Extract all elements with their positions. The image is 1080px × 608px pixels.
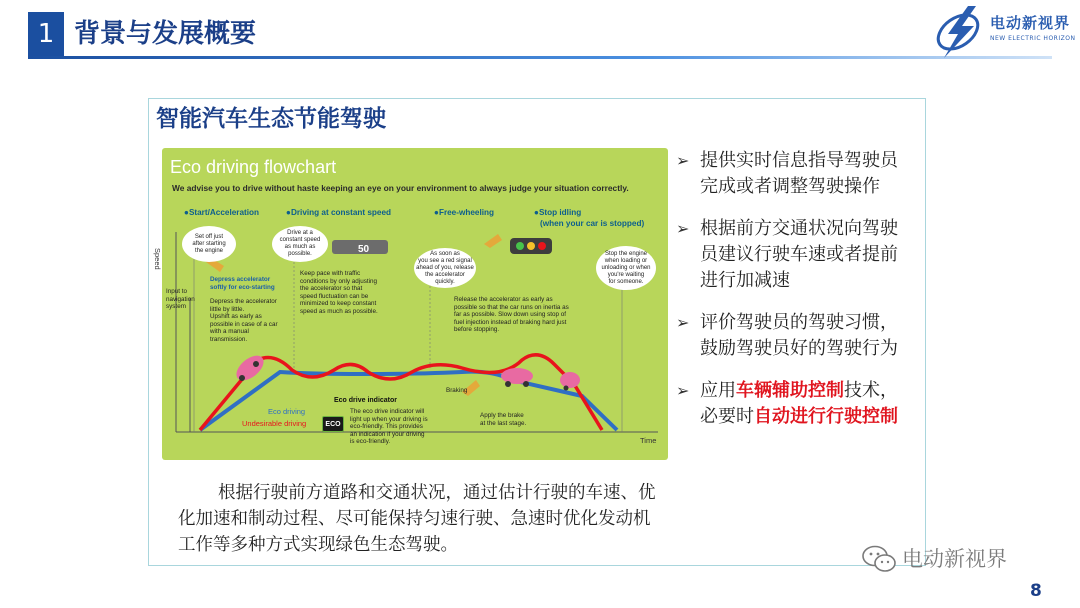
page-number: 8 [1030,581,1042,601]
caption-text: 根据行驶前方道路和交通状况，通过估计行驶的车速、优化加速和制动过程、尽可能保持匀速行驶、急速时优化发动机工作等多种方式实现绿色生态驾驶。 [178,483,656,555]
eco-driving-flowchart [153,148,668,460]
section-title: 背景与发展概要 [74,19,257,49]
bullet-item [676,148,906,200]
legend-freewheel: ●Free-wheeling [434,208,494,217]
legend-eco-driving: Eco driving [268,407,306,416]
bubble-set-off: Set off just after starting the engine [182,226,236,262]
logo-name: 电动新视界 [990,14,1071,32]
time-axis-label: Time [640,436,657,445]
watermark [862,544,1007,574]
release-text: Release the accelerator as early as possible so that the car runs on inertia as far as possible. Slow down using stop of fuel injection instead of braking hard just before stopping. [454,296,569,333]
arrow-bullet-icon: ➢ [676,219,690,238]
content-title: 智能汽车生态节能驾驶 [156,106,386,132]
arrow-bullet-icon: ➢ [676,313,690,332]
bullet-list [676,148,906,446]
bullet-item [676,216,906,294]
legend-stop-note: (when your car is stopped) [540,219,645,228]
bullet-text: 评价驾驶员的驾驶习惯，鼓励驾驶员好的驾驶行为 [700,312,898,359]
highlight-text: 车辆辅助控制 [736,380,844,401]
legend-constant: ●Driving at constant speed [286,208,392,217]
eco-indicator-badge: ECO [322,416,344,432]
wechat-icon [862,545,896,573]
bubble-constant-speed: Drive at a constant speed as much as possible. [272,226,328,262]
input-navigation-note: Input to navigation system [166,288,195,310]
car-icon [501,368,533,387]
bullet-text: 提供实时信息指导驾驶员完成或者调整驾驶操作 [700,150,898,197]
bullet-item [676,310,906,362]
figure-title: Eco driving flowchart [170,157,337,177]
watermark-text: 电动新视界 [902,547,1007,571]
figure-subtitle: We advise you to drive without haste keeping an eye on your environment to always judge your situation correctly. [172,183,629,193]
eco-indicator-title: Eco drive indicator [334,397,398,404]
legend-stop-idling: ●Stop idling [534,208,582,217]
car-icon [232,351,268,385]
speedometer-value: 50 [358,244,370,255]
apply-brake-text: Apply the brake at the last stage. [480,412,527,427]
keep-pace-text: Keep pace with traffic conditions by only adjusting the accelerator so that speed fluctuation can be minimized to keep constant speed as much as possible. [300,270,378,315]
depress-title: Depress accelerator softly for eco-starting [210,276,275,291]
braking-label: Braking [446,387,468,394]
bullet-text: 技术，必要时 [700,380,898,427]
arrow-bullet-icon: ➢ [676,381,690,400]
bubble-red-signal: As soon as you see a red signal ahead of you, release the accelerator quickly. [414,248,476,288]
speed-axis-label: Speed [153,248,162,270]
legend-undesirable-driving: Undesirable driving [242,419,307,428]
bullet-text: 应用 [700,380,736,401]
logo-subtitle: NEW ELECTRIC HORIZON [990,35,1076,42]
eco-indicator-text: The eco drive indicator will light up when your driving is eco-friendly. This provides an indication if your driving is eco-friendly. [350,408,428,445]
legend-start: ●Start/Acceleration [184,208,260,217]
bullet-item [676,378,906,430]
highlight-text: 自动进行行驶控制 [754,406,898,427]
depress-text: Depress the accelerator little by little. Upshift as early as possible in case of a car with a manual transmission. [210,298,278,343]
figure-caption [178,480,658,558]
bullet-text: 根据前方交通状况向驾驶员建议行驶车速或者提前进行加减速 [700,218,898,291]
bubble-stop-engine: Stop the engine when loading or unloading or when you're waiting for someone. [596,246,656,290]
header-divider [28,56,1052,59]
slide-header [0,0,1080,64]
section-number: 1 [28,12,64,56]
arrow-bullet-icon: ➢ [676,151,690,170]
